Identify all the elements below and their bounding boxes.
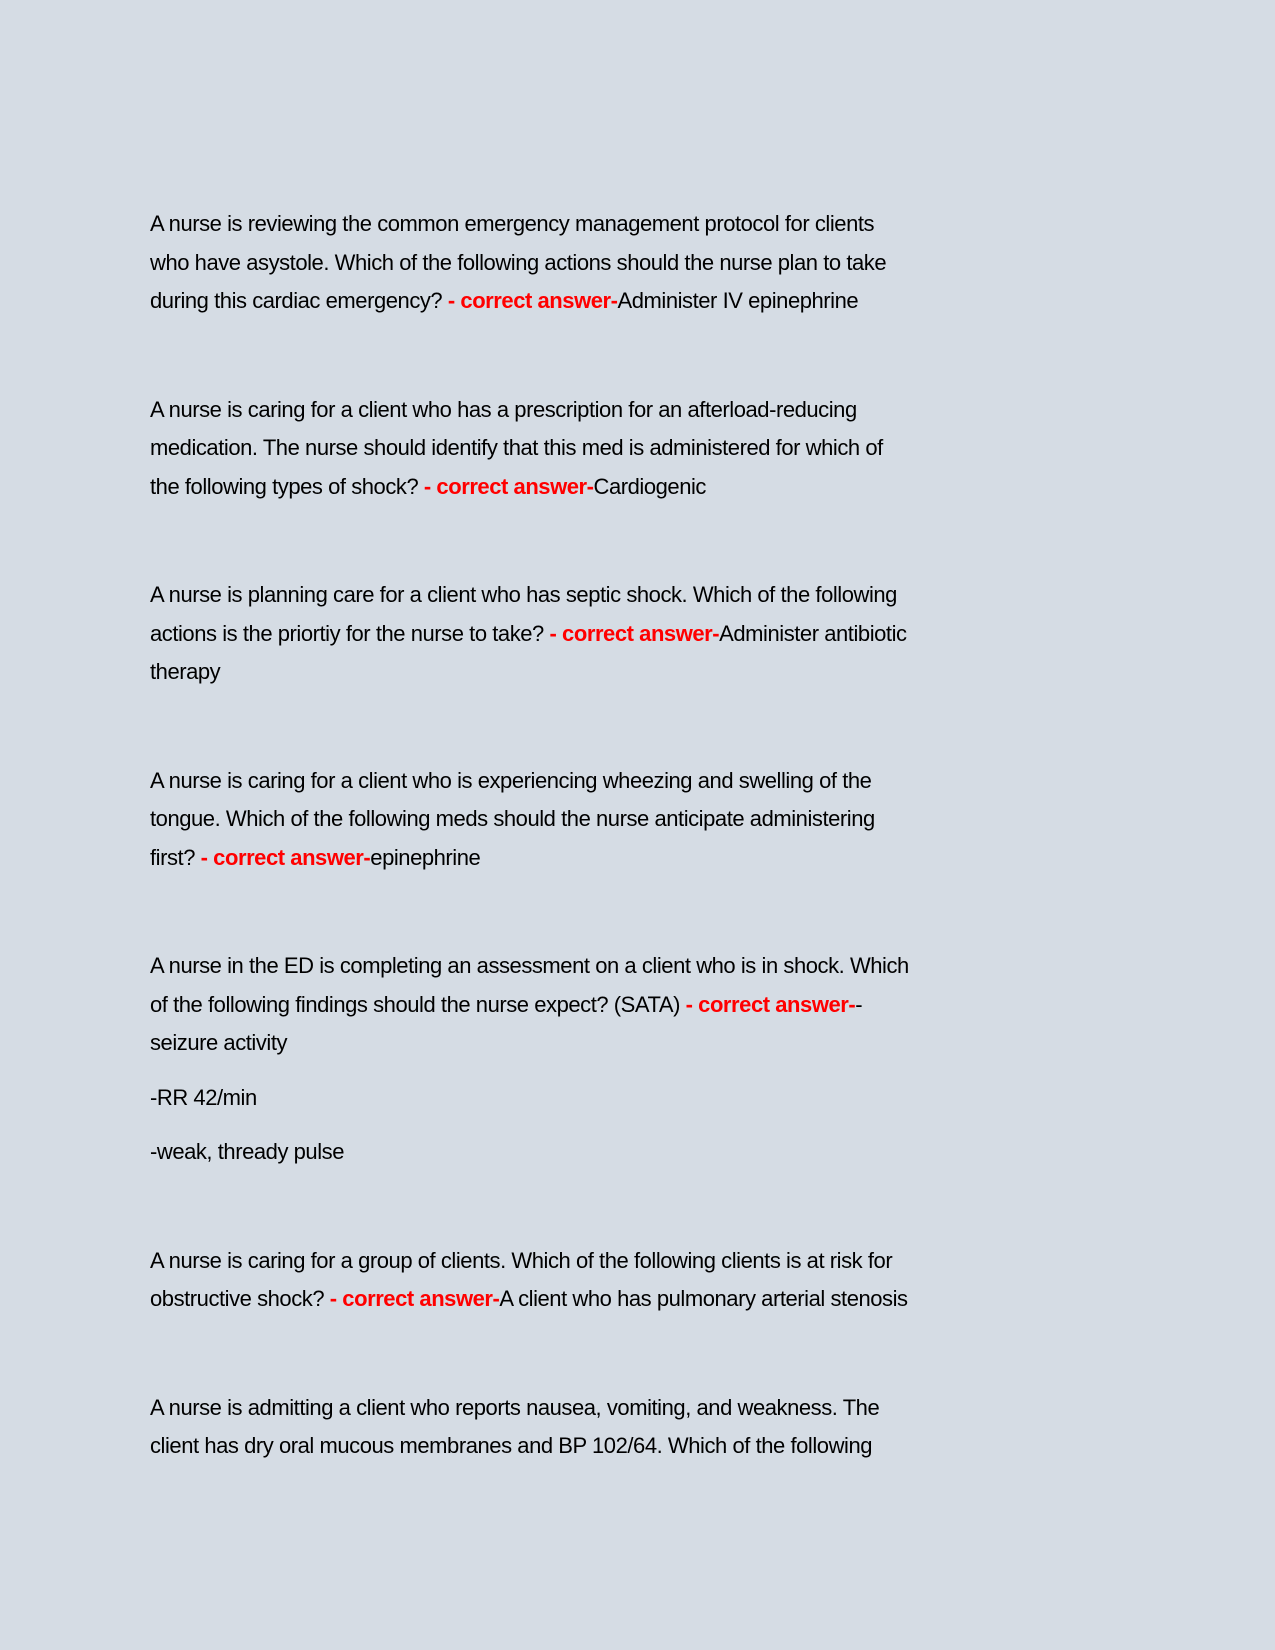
correct-answer-marker: - correct answer- [200, 844, 371, 870]
text-segment: A nurse is caring for a group of clients. Which of the following clients is at risk for [150, 1247, 893, 1273]
text-line [150, 1079, 1150, 1118]
paragraph [150, 762, 1150, 878]
text-segment: the following types of shock? [150, 473, 424, 499]
text-line [150, 244, 1150, 283]
text-segment: A nurse is caring for a client who is experiencing wheezing and swelling of the [150, 767, 872, 793]
text-segment: Cardiogenic [593, 473, 706, 499]
text-line [150, 1280, 1150, 1319]
text-segment: epinephrine [370, 844, 481, 870]
text-line [150, 205, 1150, 244]
question-block [150, 205, 1150, 321]
text-segment: A nurse is planning care for a client who has septic shock. Which of the following [150, 582, 897, 607]
text-segment: -RR 42/min [150, 1084, 257, 1110]
text-line [150, 1133, 1150, 1172]
text-segment: -weak, thready pulse [150, 1139, 344, 1164]
text-line [150, 282, 1150, 321]
text-line [150, 1024, 1150, 1063]
text-segment: medication. The nurse should identify that this med is administered for which of [150, 435, 883, 460]
document-page [150, 205, 1150, 1536]
correct-answer-marker: - correct answer- [549, 620, 720, 646]
correct-answer-marker: - correct answer- [423, 473, 594, 499]
question-block [150, 576, 1150, 692]
paragraph [150, 576, 1150, 692]
text-segment: therapy [150, 659, 221, 684]
text-segment: during this cardiac emergency? [150, 288, 448, 313]
text-segment: A client who has pulmonary arterial stenosis [499, 1286, 908, 1311]
text-line [150, 468, 1150, 507]
text-line [150, 800, 1150, 839]
text-line [150, 1427, 1150, 1466]
paragraph [150, 1242, 1150, 1319]
text-segment: client has dry oral mucous membranes and BP 102/64. Which of the following [150, 1433, 873, 1458]
text-line [150, 391, 1150, 430]
text-segment: who have asystole. Which of the following actions should the nurse plan to take [150, 249, 887, 275]
text-line [150, 653, 1150, 692]
text-line [150, 615, 1150, 654]
text-segment: Administer IV epinephrine [617, 288, 859, 313]
text-segment: first? [150, 844, 201, 870]
text-segment: Administer antibiotic [719, 620, 907, 646]
correct-answer-marker: - correct answer- [447, 288, 618, 313]
correct-answer-marker: - correct answer- [329, 1286, 500, 1311]
text-segment: A nurse is caring for a client who has a prescription for an afterload-reducing [150, 396, 857, 422]
text-segment: of the following findings should the nurse expect? (SATA) [150, 991, 686, 1017]
text-line [150, 947, 1150, 986]
text-line [150, 762, 1150, 801]
text-line [150, 986, 1150, 1025]
paragraph [150, 1133, 1150, 1172]
correct-answer-marker: - correct answer- [685, 991, 856, 1017]
question-block [150, 1389, 1150, 1466]
text-line [150, 1389, 1150, 1428]
text-segment: A nurse in the ED is completing an assessment on a client who is in shock. Which [150, 953, 909, 978]
paragraph [150, 391, 1150, 507]
question-block [150, 1242, 1150, 1319]
text-segment: - [855, 991, 863, 1017]
text-segment: seizure activity [150, 1030, 288, 1055]
text-segment: tongue. Which of the following meds should the nurse anticipate administering [150, 806, 875, 831]
text-line [150, 429, 1150, 468]
text-line [150, 839, 1150, 878]
question-block [150, 762, 1150, 878]
text-segment: A nurse is reviewing the common emergency management protocol for clients [150, 211, 875, 236]
paragraph [150, 1079, 1150, 1118]
text-segment: obstructive shock? [150, 1286, 330, 1311]
paragraph [150, 205, 1150, 321]
text-line [150, 576, 1150, 615]
paragraph [150, 947, 1150, 1063]
text-segment: actions is the priortiy for the nurse to take? [150, 620, 550, 646]
paragraph [150, 1389, 1150, 1466]
text-line [150, 1242, 1150, 1281]
question-block [150, 947, 1150, 1172]
text-segment: A nurse is admitting a client who reports nausea, vomiting, and weakness. The [150, 1394, 880, 1420]
question-block [150, 391, 1150, 507]
